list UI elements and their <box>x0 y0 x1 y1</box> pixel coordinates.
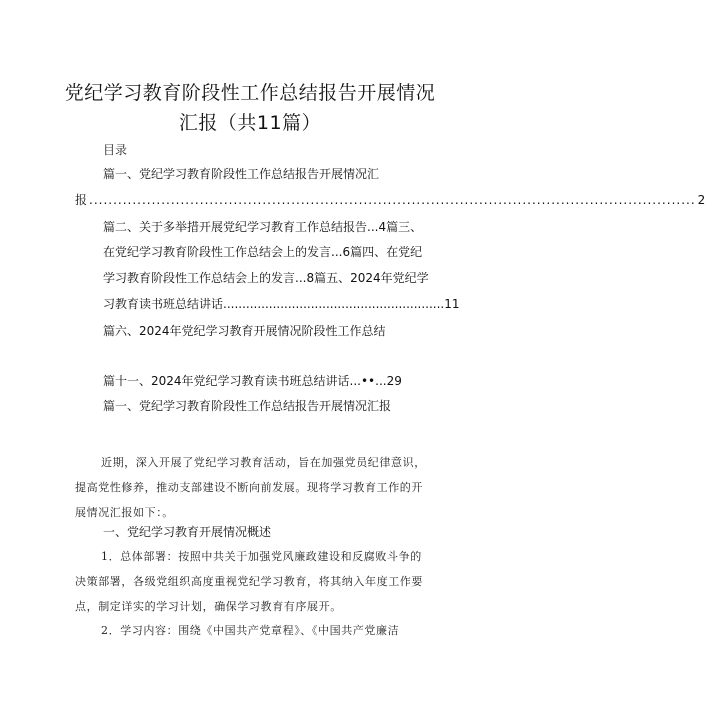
toc-line: 篇十一、2024年党纪学习教育读书班总结讲话...••...29 <box>103 374 402 388</box>
toc-line-text: 报 <box>75 193 88 207</box>
toc-leader-dots: .............................................................................................................................. <box>89 193 696 207</box>
toc-line: 在党纪学习教育阶段性工作总结会上的发言...6篇四、在党纪 <box>103 245 423 259</box>
toc-page-number: 2 <box>697 193 705 207</box>
body-paragraph: 1．总体部署：按照中共关于加强党风廉政建设和反腐败斗争的决策部署，各级党组织高度重视党纪学习教育，将其纳入年度工作要点，制定详实的学习计划，确保学习教育有序展开。 <box>75 550 423 613</box>
toc-line: 篇二、关于多举措开展党纪学习教育工作总结报告...4篇三、 <box>103 220 423 234</box>
section-title: 篇一、党纪学习教育阶段性工作总结报告开展情况汇报 <box>103 399 392 413</box>
toc-line: 篇一、党纪学习教育阶段性工作总结报告开展情况汇 <box>103 167 380 181</box>
toc-line: 习教育读书班总结讲话..........................................................11 <box>103 297 460 311</box>
toc-line: 学习教育阶段性工作总结会上的发言...8篇五、2024年党纪学 <box>103 271 429 285</box>
document-title: 党纪学习教育阶段性工作总结报告开展情况汇报（共11篇） <box>64 82 436 134</box>
body-paragraph: 近期，深入开展了党纪学习教育活动，旨在加强党员纪律意识，提高党性修养，推动支部建设不断向前发展。现将学习教育工作的开展情况汇报如下：。 <box>75 456 426 519</box>
toc-line <box>75 192 705 208</box>
toc-heading: 目录 <box>103 143 128 157</box>
body-paragraph: 2．学习内容：围绕《中国共产党章程》、《中国共产党廉洁 <box>101 624 400 637</box>
section-heading: 一、党纪学习教育开展情况概述 <box>103 525 272 539</box>
toc-line: 篇六、2024年党纪学习教育开展情况阶段性工作总结 <box>103 324 386 338</box>
